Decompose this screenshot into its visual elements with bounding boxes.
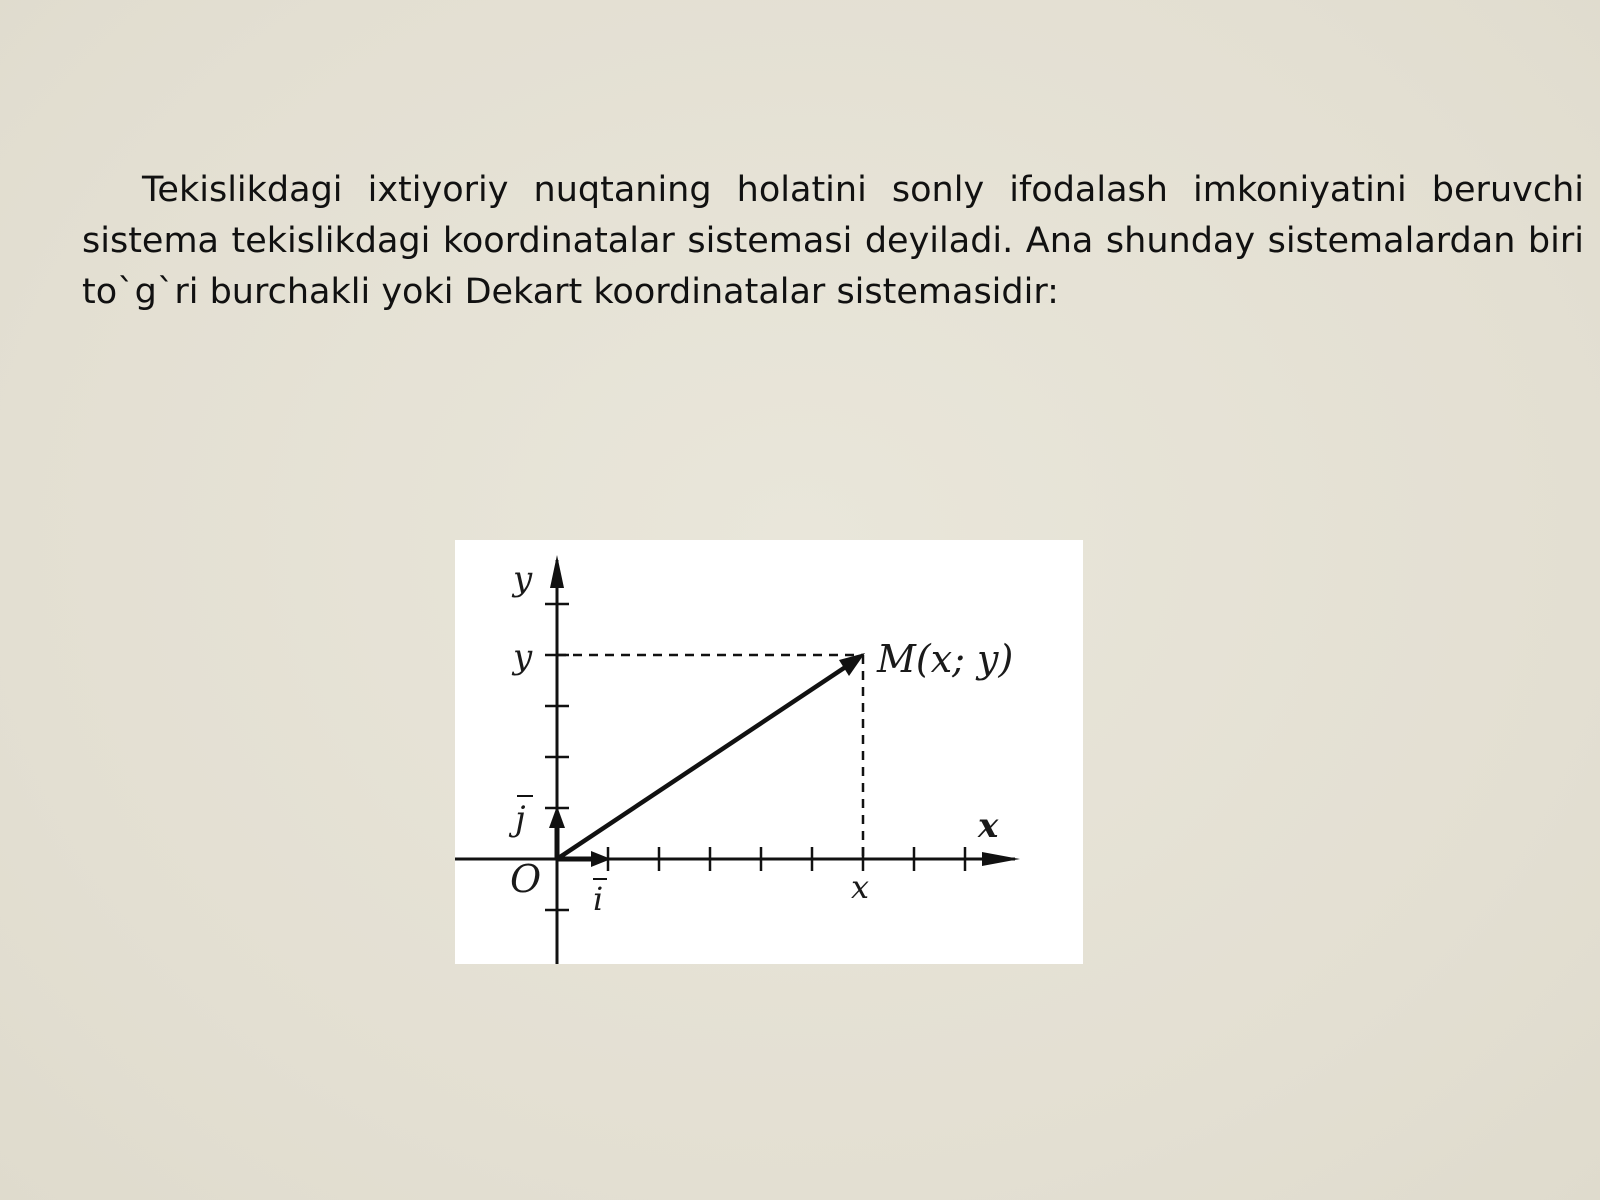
unit-vector-j-label: j <box>515 799 526 839</box>
point-x-coordinate-label: x <box>851 868 870 906</box>
point-y-coordinate-label: y <box>513 637 533 677</box>
x-axis-label: x <box>978 806 999 846</box>
y-axis-arrow <box>550 555 564 588</box>
point-m-label: M(x; y) <box>877 637 1014 681</box>
unit-vector-j-arrow <box>549 806 565 828</box>
y-axis-label: y <box>513 559 533 599</box>
coordinate-system-diagram <box>455 540 1083 964</box>
origin-label: O <box>510 857 542 901</box>
radius-vector-om-arrow <box>839 653 865 676</box>
x-axis-arrow <box>982 852 1020 866</box>
body-paragraph: Tekislikdagi ixtiyoriy nuqtaning holatini sonly ifodalash imkoniyatini beruvchi sistema tekislikdagi koordinatalar sistemasi deyiladi. Ana shunday sistemalardan biri to`g`ri burchakli yoki Dekart koordinatalar sistemasidir: <box>82 170 1584 312</box>
radius-vector-om <box>557 662 853 859</box>
unit-vector-i-label: i <box>593 880 604 918</box>
coordinate-system-figure <box>455 540 1083 964</box>
